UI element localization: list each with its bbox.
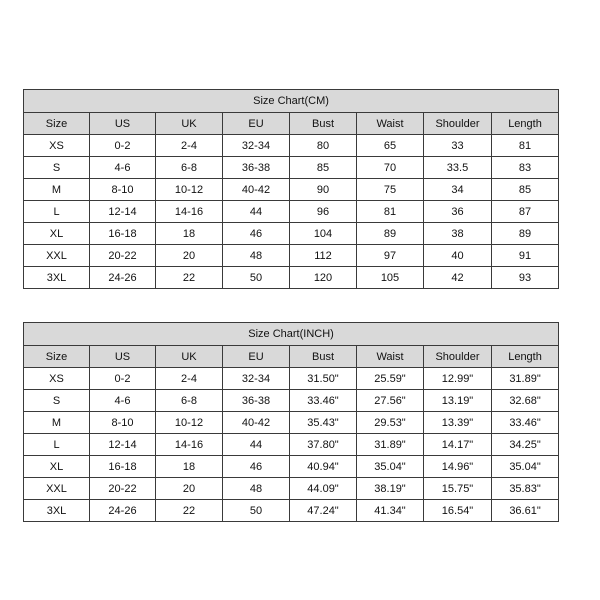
table-cell: 6-8 bbox=[156, 157, 223, 179]
table-cell: 20-22 bbox=[90, 245, 156, 267]
table-cell: 31.89" bbox=[357, 434, 424, 456]
table-cell: 14.96" bbox=[424, 456, 492, 478]
table-cell: 89 bbox=[492, 223, 559, 245]
table-cell: S bbox=[24, 157, 90, 179]
size-chart-inch-table bbox=[23, 322, 559, 522]
table-cell: 105 bbox=[357, 267, 424, 289]
table-cell: 35.43" bbox=[290, 412, 357, 434]
table-cell: 34 bbox=[424, 179, 492, 201]
table-cell: 81 bbox=[357, 201, 424, 223]
table-cell: 33 bbox=[424, 135, 492, 157]
table-cell: 12-14 bbox=[90, 201, 156, 223]
header-uk: UK bbox=[156, 113, 223, 135]
table-cell: 32-34 bbox=[223, 368, 290, 390]
table-cell: 96 bbox=[290, 201, 357, 223]
table-cell: 25.59" bbox=[357, 368, 424, 390]
table-cell: 18 bbox=[156, 456, 223, 478]
table-cell: 33.46" bbox=[492, 412, 559, 434]
table-cell: 44.09" bbox=[290, 478, 357, 500]
table-cell: 70 bbox=[357, 157, 424, 179]
chart-title: Size Chart(INCH) bbox=[24, 323, 559, 346]
table-cell: 10-12 bbox=[156, 179, 223, 201]
table-cell: 46 bbox=[223, 223, 290, 245]
table-cell: 29.53" bbox=[357, 412, 424, 434]
table-cell: 14.17" bbox=[424, 434, 492, 456]
header-eu: EU bbox=[223, 113, 290, 135]
header-waist: Waist bbox=[357, 113, 424, 135]
table-cell: 36-38 bbox=[223, 157, 290, 179]
table-cell: 12-14 bbox=[90, 434, 156, 456]
header-length: Length bbox=[492, 113, 559, 135]
table-cell: M bbox=[24, 179, 90, 201]
table-row bbox=[24, 267, 559, 289]
chart-title-row bbox=[24, 90, 559, 113]
header-size: Size bbox=[24, 113, 90, 135]
table-cell: 13.19" bbox=[424, 390, 492, 412]
table-cell: XL bbox=[24, 456, 90, 478]
table-cell: 22 bbox=[156, 500, 223, 522]
table-cell: 0-2 bbox=[90, 368, 156, 390]
header-uk: UK bbox=[156, 346, 223, 368]
table-cell: 75 bbox=[357, 179, 424, 201]
table-cell: 3XL bbox=[24, 500, 90, 522]
table-cell: 0-2 bbox=[90, 135, 156, 157]
table-cell: 12.99" bbox=[424, 368, 492, 390]
table-cell: 16.54" bbox=[424, 500, 492, 522]
table-cell: 44 bbox=[223, 201, 290, 223]
table-cell: 85 bbox=[290, 157, 357, 179]
table-cell: 38.19" bbox=[357, 478, 424, 500]
table-row bbox=[24, 412, 559, 434]
column-header-row bbox=[24, 346, 559, 368]
chart-title-row bbox=[24, 323, 559, 346]
table-cell: 40.94" bbox=[290, 456, 357, 478]
table-row bbox=[24, 201, 559, 223]
table-cell: 31.50" bbox=[290, 368, 357, 390]
table-cell: 46 bbox=[223, 456, 290, 478]
table-cell: 15.75" bbox=[424, 478, 492, 500]
table-cell: 10-12 bbox=[156, 412, 223, 434]
table-cell: 90 bbox=[290, 179, 357, 201]
chart-title: Size Chart(CM) bbox=[24, 90, 559, 113]
table-cell: XXL bbox=[24, 478, 90, 500]
table-cell: 20 bbox=[156, 478, 223, 500]
table-cell: 93 bbox=[492, 267, 559, 289]
table-row bbox=[24, 478, 559, 500]
table-cell: 32.68" bbox=[492, 390, 559, 412]
table-cell: XL bbox=[24, 223, 90, 245]
table-cell: 8-10 bbox=[90, 412, 156, 434]
table-cell: 40-42 bbox=[223, 179, 290, 201]
table-cell: 38 bbox=[424, 223, 492, 245]
table-cell: 47.24" bbox=[290, 500, 357, 522]
table-cell: 36-38 bbox=[223, 390, 290, 412]
table-cell: 13.39" bbox=[424, 412, 492, 434]
table-row bbox=[24, 456, 559, 478]
column-header-row bbox=[24, 113, 559, 135]
table-row bbox=[24, 135, 559, 157]
table-cell: 50 bbox=[223, 267, 290, 289]
table-cell: 16-18 bbox=[90, 223, 156, 245]
table-cell: 2-4 bbox=[156, 135, 223, 157]
table-cell: 36.61" bbox=[492, 500, 559, 522]
header-bust: Bust bbox=[290, 113, 357, 135]
header-size: Size bbox=[24, 346, 90, 368]
table-cell: 85 bbox=[492, 179, 559, 201]
table-cell: 33.46" bbox=[290, 390, 357, 412]
header-eu: EU bbox=[223, 346, 290, 368]
table-cell: XS bbox=[24, 368, 90, 390]
table-cell: S bbox=[24, 390, 90, 412]
table-cell: L bbox=[24, 201, 90, 223]
table-cell: 2-4 bbox=[156, 368, 223, 390]
header-length: Length bbox=[492, 346, 559, 368]
table-cell: 3XL bbox=[24, 267, 90, 289]
table-cell: L bbox=[24, 434, 90, 456]
table-cell: 33.5 bbox=[424, 157, 492, 179]
table-cell: 35.04" bbox=[492, 456, 559, 478]
table-cell: 24-26 bbox=[90, 267, 156, 289]
table-cell: 120 bbox=[290, 267, 357, 289]
table-cell: 37.80" bbox=[290, 434, 357, 456]
table-cell: 112 bbox=[290, 245, 357, 267]
header-shoulder: Shoulder bbox=[424, 346, 492, 368]
header-waist: Waist bbox=[357, 346, 424, 368]
table-row bbox=[24, 157, 559, 179]
table-cell: 32-34 bbox=[223, 135, 290, 157]
table-cell: 34.25" bbox=[492, 434, 559, 456]
table-cell: 50 bbox=[223, 500, 290, 522]
table-cell: 4-6 bbox=[90, 157, 156, 179]
table-cell: 24-26 bbox=[90, 500, 156, 522]
table-cell: 40 bbox=[424, 245, 492, 267]
table-row bbox=[24, 245, 559, 267]
table-cell: 97 bbox=[357, 245, 424, 267]
table-cell: 48 bbox=[223, 478, 290, 500]
table-cell: 104 bbox=[290, 223, 357, 245]
table-cell: 14-16 bbox=[156, 201, 223, 223]
table-row bbox=[24, 500, 559, 522]
table-cell: XS bbox=[24, 135, 90, 157]
table-cell: 20 bbox=[156, 245, 223, 267]
table-cell: 35.83" bbox=[492, 478, 559, 500]
table-cell: 20-22 bbox=[90, 478, 156, 500]
table-cell: 22 bbox=[156, 267, 223, 289]
table-cell: 36 bbox=[424, 201, 492, 223]
header-bust: Bust bbox=[290, 346, 357, 368]
table-cell: 40-42 bbox=[223, 412, 290, 434]
table-cell: 16-18 bbox=[90, 456, 156, 478]
table-cell: 8-10 bbox=[90, 179, 156, 201]
table-cell: 65 bbox=[357, 135, 424, 157]
table-cell: 31.89" bbox=[492, 368, 559, 390]
table-cell: 83 bbox=[492, 157, 559, 179]
table-cell: 91 bbox=[492, 245, 559, 267]
header-us: US bbox=[90, 346, 156, 368]
table-cell: M bbox=[24, 412, 90, 434]
table-cell: 14-16 bbox=[156, 434, 223, 456]
table-row bbox=[24, 223, 559, 245]
table-cell: 18 bbox=[156, 223, 223, 245]
table-row bbox=[24, 434, 559, 456]
table-cell: 42 bbox=[424, 267, 492, 289]
table-cell: 6-8 bbox=[156, 390, 223, 412]
table-cell: 80 bbox=[290, 135, 357, 157]
chart-body bbox=[24, 135, 559, 289]
table-row bbox=[24, 368, 559, 390]
chart-body bbox=[24, 368, 559, 522]
header-us: US bbox=[90, 113, 156, 135]
table-cell: 27.56" bbox=[357, 390, 424, 412]
table-row bbox=[24, 179, 559, 201]
table-cell: 89 bbox=[357, 223, 424, 245]
table-row bbox=[24, 390, 559, 412]
header-shoulder: Shoulder bbox=[424, 113, 492, 135]
table-cell: 81 bbox=[492, 135, 559, 157]
table-cell: 87 bbox=[492, 201, 559, 223]
table-cell: 35.04" bbox=[357, 456, 424, 478]
table-cell: 41.34" bbox=[357, 500, 424, 522]
table-cell: 48 bbox=[223, 245, 290, 267]
table-cell: 4-6 bbox=[90, 390, 156, 412]
table-cell: 44 bbox=[223, 434, 290, 456]
table-cell: XXL bbox=[24, 245, 90, 267]
size-chart-cm-table bbox=[23, 89, 559, 289]
